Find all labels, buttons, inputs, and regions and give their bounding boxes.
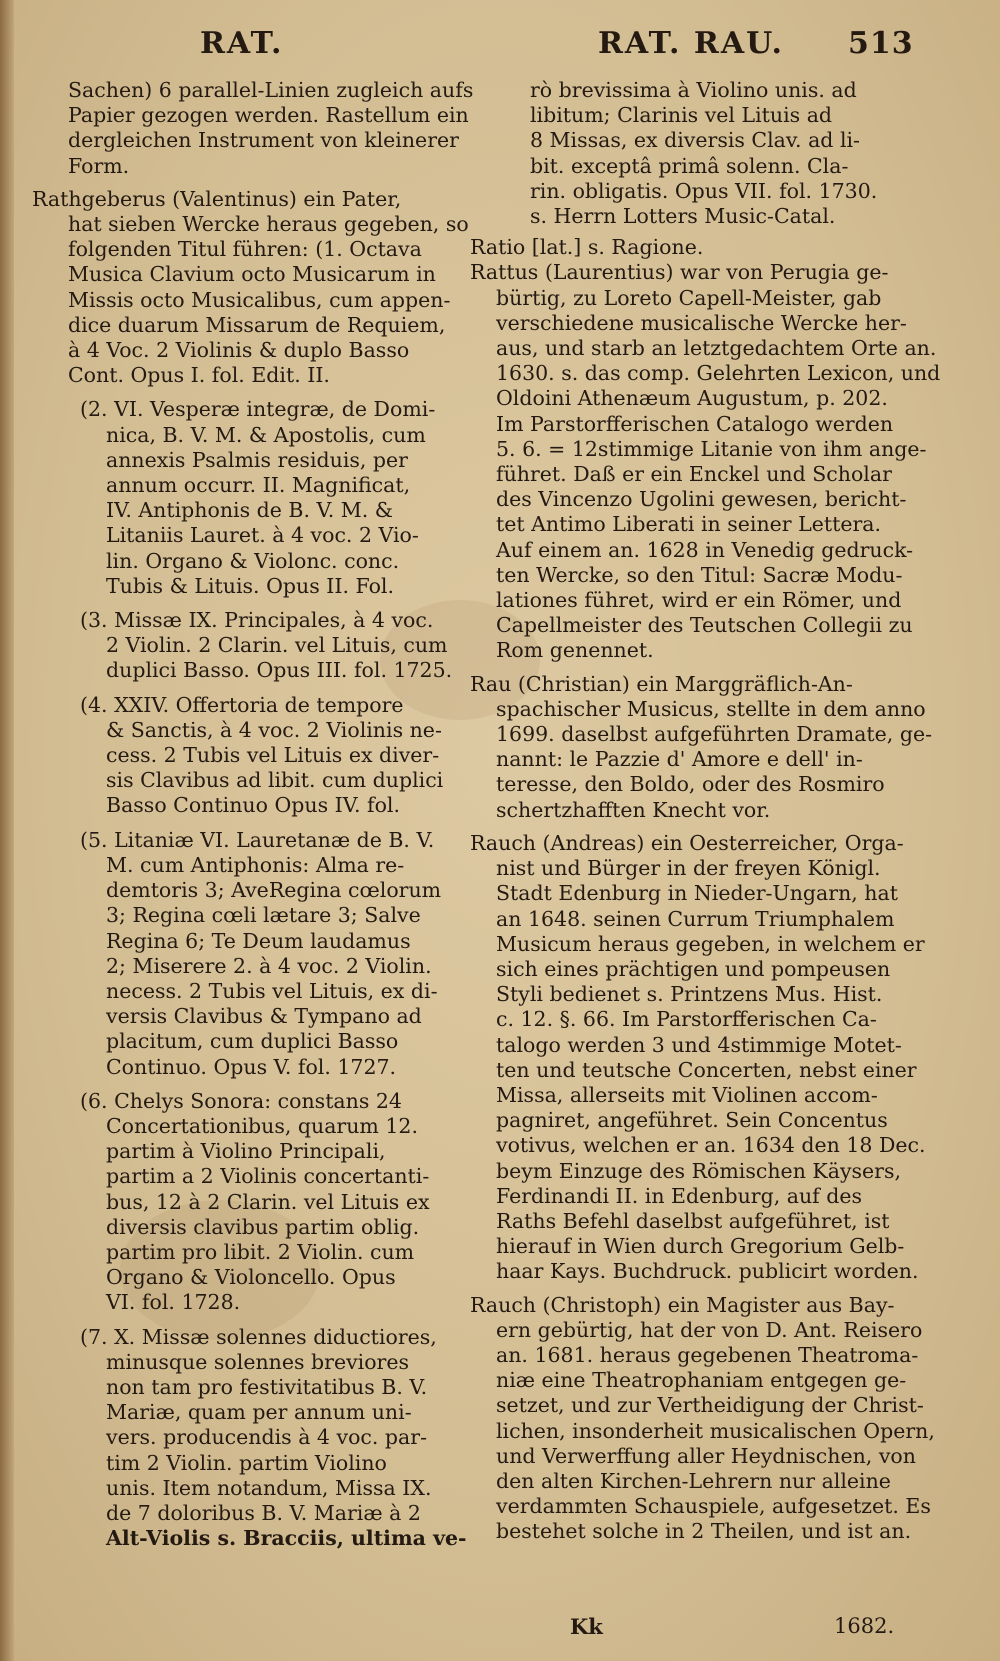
text-line: 8 Missas, ex diversis Clav. ad li- bbox=[530, 128, 860, 153]
text-line: libitum; Clarinis vel Lituis ad bbox=[530, 103, 833, 128]
text-line: an 1648. seinen Currum Triumphalem bbox=[496, 906, 895, 931]
text-line: des Vincenzo Ugolini gewesen, bericht- bbox=[496, 487, 907, 512]
text-line: pagniret, angeführet. Sein Concentus bbox=[496, 1108, 888, 1133]
signature-mark: Kk bbox=[570, 1614, 603, 1639]
text-line: annexis Psalmis residuis, per bbox=[106, 447, 408, 472]
text-line: Im Parstorfferischen Catalogo werden bbox=[496, 411, 894, 436]
text-line: nica, B. V. M. & Apostolis, cum bbox=[106, 422, 426, 447]
text-line: bus, 12 à 2 Clarin. vel Lituis ex bbox=[106, 1189, 430, 1214]
text-line: niæ eine Theatrophaniam entgegen ge- bbox=[496, 1368, 907, 1393]
text-line: Ferdinandi II. in Edenburg, auf des bbox=[496, 1183, 863, 1208]
text-line: Concertationibus, quarum 12. bbox=[106, 1113, 418, 1138]
text-line: placitum, cum duplici Basso bbox=[106, 1029, 399, 1054]
header-center: RAT. RAU. bbox=[598, 26, 784, 61]
text-line: rin. obligatis. Opus VII. fol. 1730. bbox=[530, 178, 878, 203]
text-line: Capellmeister des Teutschen Collegii zu bbox=[496, 613, 913, 638]
text-line: diversis clavibus partim oblig. bbox=[106, 1214, 420, 1239]
text-line: Missa, allerseits mit Violinen accom- bbox=[496, 1082, 878, 1107]
text-line: non tam pro festivitatibus B. V. bbox=[106, 1374, 428, 1399]
text-line: teresse, den Boldo, oder des Rosmiro bbox=[496, 772, 885, 797]
text-line: haar Kays. Buchdruck. publicirt worden. bbox=[496, 1259, 919, 1284]
text-line: de 7 doloribus B. V. Mariæ à 2 bbox=[106, 1500, 421, 1525]
text-line: sich eines prächtigen und pompeusen bbox=[496, 956, 891, 981]
text-line: Organo & Violoncello. Opus bbox=[106, 1265, 396, 1290]
text-line: hierauf in Wien durch Gregorium Gelb- bbox=[496, 1234, 905, 1259]
text-line: c. 12. §. 66. Im Parstorfferischen Ca- bbox=[496, 1007, 877, 1032]
text-line: dergleichen Instrument von kleinerer bbox=[68, 128, 459, 153]
text-line: cess. 2 Tubis vel Lituis ex diver- bbox=[106, 743, 440, 768]
text-line: s. Herrn Lotters Music-Catal. bbox=[530, 204, 836, 229]
text-line: 5. 6. = 12stimmige Litanie von ihm ange- bbox=[496, 436, 927, 461]
text-line: Basso Continuo Opus IV. fol. bbox=[106, 793, 400, 818]
text-line: Raths Befehl daselbst aufgeführet, ist bbox=[496, 1208, 890, 1233]
text-line: Missis octo Musicalibus, cum appen- bbox=[68, 287, 451, 312]
text-line: IV. Antiphonis de B. V. M. & bbox=[106, 498, 394, 523]
text-line: unis. Item notandum, Missa IX. bbox=[106, 1475, 432, 1500]
text-line: 1630. s. das comp. Gelehrten Lexicon, und bbox=[496, 361, 941, 386]
text-line: führet. Daß er ein Enckel und Scholar bbox=[496, 462, 892, 487]
work-item-line: (6. Chelys Sonora: constans 24 bbox=[80, 1088, 402, 1113]
text-line: und Verwerffung aller Heydnischen, von bbox=[496, 1443, 916, 1468]
text-line: demtoris 3; AveRegina cœlorum bbox=[106, 878, 442, 903]
text-line: minusque solennes breviores bbox=[106, 1349, 410, 1374]
text-line: spachischer Musicus, stellte in dem anno bbox=[496, 696, 926, 721]
text-line: bürtig, zu Loreto Capell-Meister, gab bbox=[496, 285, 882, 310]
work-item-line: (5. Litaniæ VI. Lauretanæ de B. V. bbox=[80, 827, 435, 852]
text-line: den alten Kirchen-Lehrern nur alleine bbox=[496, 1468, 891, 1493]
text-line: schertzhafften Knecht vor. bbox=[496, 797, 771, 822]
work-item-line: (3. Missæ IX. Principales, à 4 voc. bbox=[80, 608, 434, 633]
header-left: RAT. bbox=[200, 26, 284, 61]
text-line: VI. fol. 1728. bbox=[106, 1290, 241, 1315]
text-line: Musicum heraus gegeben, in welchem er bbox=[496, 931, 925, 956]
text-line: verschiedene musicalische Wercke her- bbox=[496, 310, 907, 335]
text-line: bit. exceptâ primâ solenn. Cla- bbox=[530, 153, 849, 178]
text-line: 3; Regina cœli lætare 3; Salve bbox=[106, 903, 421, 928]
entry-headword-line: Rauch (Christoph) ein Magister aus Bay- bbox=[470, 1292, 895, 1317]
text-line: Styli bedienet s. Printzens Mus. Hist. bbox=[496, 982, 883, 1007]
text-line: 2 Violin. 2 Clarin. vel Lituis, cum bbox=[106, 633, 448, 658]
text-line: ten und teutsche Concerten, nebst einer bbox=[496, 1057, 917, 1082]
catchword: 1682. bbox=[834, 1614, 895, 1638]
page-number: 513 bbox=[848, 26, 914, 61]
entry-headword-line: Rauch (Andreas) ein Oesterreicher, Orga- bbox=[470, 830, 904, 855]
left-column bbox=[32, 78, 478, 1551]
text-line: partim à Violino Principali, bbox=[106, 1139, 386, 1164]
text-line: 1699. daselbst aufgeführten Dramate, ge- bbox=[496, 722, 933, 747]
entry-headword-line: Ratio [lat.] s. Ragione. bbox=[470, 235, 704, 260]
text-line: talogo werden 3 und 4stimmige Motet- bbox=[496, 1032, 902, 1057]
text-line: ten Wercke, so den Titul: Sacræ Modu- bbox=[496, 562, 903, 587]
text-line: verdammten Schauspiele, aufgesetzet. Es bbox=[496, 1494, 931, 1519]
text-line: Sachen) 6 parallel-Linien zugleich aufs bbox=[68, 78, 474, 102]
text-line: nannt: le Pazzie d' Amore e dell' in- bbox=[496, 747, 863, 772]
text-line: tim 2 Violin. partim Violino bbox=[106, 1450, 387, 1475]
text-line: rò brevissima à Violino unis. ad bbox=[530, 78, 857, 102]
text-line: Musica Clavium octo Musicarum in bbox=[68, 262, 436, 287]
text-line: 2; Miserere 2. à 4 voc. 2 Violin. bbox=[106, 953, 432, 978]
text-line: Stadt Edenburg in Nieder-Ungarn, hat bbox=[496, 881, 898, 906]
text-line: partim a 2 Violinis concertanti- bbox=[106, 1164, 430, 1189]
text-line: ern gebürtig, hat der von D. Ant. Reisero bbox=[496, 1317, 923, 1342]
text-line: Papier gezogen werden. Rastellum ein bbox=[68, 103, 469, 128]
text-line: vers. producendis à 4 voc. par- bbox=[106, 1425, 427, 1450]
text-line: Form. bbox=[68, 153, 130, 178]
right-column bbox=[470, 78, 972, 1545]
text-line: sis Clavibus ad libit. cum duplici bbox=[106, 768, 444, 793]
text-line: annum occurr. II. Magnificat, bbox=[106, 473, 411, 498]
text-line: M. cum Antiphonis: Alma re- bbox=[106, 852, 405, 877]
text-line: Continuo. Opus V. fol. 1727. bbox=[106, 1054, 397, 1079]
text-line: necess. 2 Tubis vel Lituis, ex di- bbox=[106, 978, 438, 1003]
entry-headword-line: Rau (Christian) ein Marggräflich-An- bbox=[470, 671, 853, 696]
work-item-line: (2. VI. Vesperæ integræ, de Domi- bbox=[80, 397, 436, 422]
text-line: votivus, welchen er an. 1634 den 18 Dec. bbox=[496, 1133, 926, 1158]
text-line: lin. Organo & Violonc. conc. bbox=[106, 548, 400, 573]
text-line: versis Clavibus & Tympano ad bbox=[106, 1004, 422, 1029]
text-line: dice duarum Missarum de Requiem, bbox=[68, 312, 446, 337]
text-line: tet Antimo Liberati in seiner Lettera. bbox=[496, 512, 882, 537]
text-line: Litaniis Lauret. à 4 voc. 2 Vio- bbox=[106, 523, 419, 548]
entry-headword-line: Rattus (Laurentius) war von Perugia ge- bbox=[470, 260, 889, 285]
text-line: Alt-Violis s. Bracciis, ultima ve- bbox=[106, 1526, 467, 1551]
text-line: lichen, insonderheit musicalischen Opern, bbox=[496, 1418, 935, 1443]
text-line: an. 1681. heraus gegebenen Theatroma- bbox=[496, 1342, 919, 1367]
text-line: Regina 6; Te Deum laudamus bbox=[106, 928, 411, 953]
text-line: Auf einem an. 1628 in Venedig gedruck- bbox=[496, 537, 914, 562]
page-footer bbox=[0, 1614, 1000, 1644]
text-line: folgenden Titul führen: (1. Octava bbox=[68, 237, 422, 262]
text-line: setzet, und zur Vertheidigung der Christ- bbox=[496, 1393, 924, 1418]
running-header bbox=[0, 26, 1000, 72]
text-line: Oldoini Athenæum Augustum, p. 202. bbox=[496, 386, 888, 411]
text-line: duplici Basso. Opus III. fol. 1725. bbox=[106, 658, 453, 683]
work-item-line: (4. XXIV. Offertoria de tempore bbox=[80, 692, 404, 717]
text-line: Mariæ, quam per annum uni- bbox=[106, 1400, 412, 1425]
text-line: bestehet solche in 2 Theilen, und ist an. bbox=[496, 1519, 912, 1544]
text-line: aus, und starb an letztgedachtem Orte an. bbox=[496, 336, 937, 361]
text-line: Tubis & Lituis. Opus II. Fol. bbox=[106, 573, 394, 598]
text-line: nist und Bürger in der freyen Königl. bbox=[496, 856, 881, 881]
text-line: & Sanctis, à 4 voc. 2 Violinis ne- bbox=[106, 717, 442, 742]
text-line: lationes führet, wird er ein Römer, und bbox=[496, 588, 902, 613]
text-line: Rom genennet. bbox=[496, 638, 654, 663]
text-line: partim pro libit. 2 Violin. cum bbox=[106, 1239, 415, 1264]
text-line: beym Einzuge des Römischen Käysers, bbox=[496, 1158, 902, 1183]
text-line: hat sieben Wercke heraus gegeben, so bbox=[68, 212, 469, 237]
text-line: Cont. Opus I. fol. Edit. II. bbox=[68, 363, 330, 388]
work-item-line: (7. X. Missæ solennes diductiores, bbox=[80, 1324, 437, 1349]
text-line: à 4 Voc. 2 Violinis & duplo Basso bbox=[68, 338, 410, 363]
entry-headword-line: Rathgeberus (Valentinus) ein Pater, bbox=[32, 186, 402, 211]
page-binding-edge bbox=[0, 0, 14, 1661]
